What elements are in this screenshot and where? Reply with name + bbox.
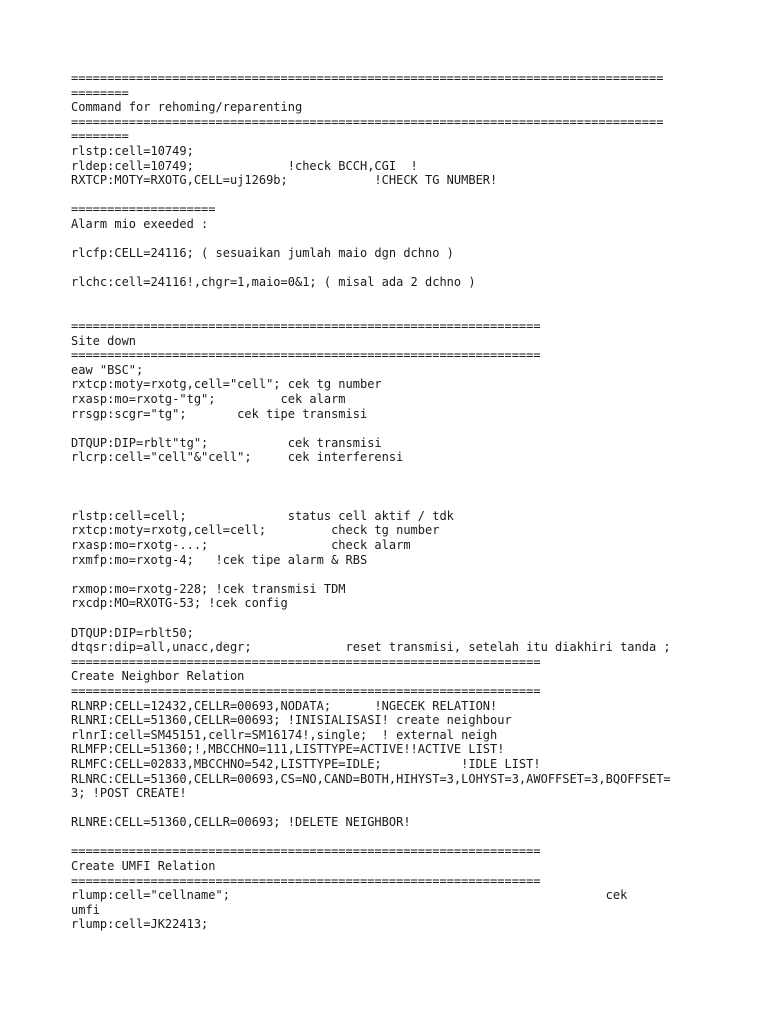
text-line: ================================================================= [71,319,541,334]
text-line: rlcfp:CELL=24116; ( sesuaikan jumlah maio dgn dchno ) [71,246,454,261]
text-line: ================================================================= [71,873,541,888]
text-line [71,465,711,480]
text-line: ================================================================================== [71,114,664,129]
text-line: Command for rehoming/reparenting [71,100,303,115]
text-line: rxcdp:MO=RXOTG-53; !cek config [71,596,288,611]
text-line: dtqsr:dip=all,unacc,degr; reset transmisi, setelah itu diakhiri tanda ; [71,640,671,655]
text-line: rlstp:cell=cell; status cell aktif / tdk [71,508,454,523]
text-line: rlump:cell="cellname"; cek [71,888,628,903]
text-line: rldep:cell=10749; !check BCCH,CGI ! [71,158,418,173]
text-line [71,305,711,320]
text-line [71,611,711,626]
text-line: Alarm mio exeeded : [71,216,209,231]
text-line: RLNRC:CELL=51360,CELLR=00693,CS=NO,CAND=BOTH,HIHYST=3,LOHYST=3,AWOFFSET=3,BQOFFSET= [71,771,671,786]
text-line: Site down [71,333,137,348]
text-line: RLMFP:CELL=51360;!,MBCCHNO=111,LISTTYPE=ACTIVE!!ACTIVE LIST! [71,742,505,757]
text-line: RLNRP:CELL=12432,CELLR=00693,NODATA; !NGECEK RELATION! [71,698,498,713]
text-line: DTQUP:DIP=rblt"tg"; cek transmisi [71,435,382,450]
text-line [71,480,711,495]
text-line [71,421,711,436]
text-line: rlnrI:cell=SM45151,cellr=SM16174!,single; ! external neigh [71,727,498,742]
text-line [71,290,711,305]
text-line: RXTCP:MOTY=RXOTG,CELL=uj1269b; !CHECK TG NUMBER! [71,173,498,188]
text-line: rxasp:mo=rxotg-...; check alarm [71,538,411,552]
text-line: ================================================================= [71,654,541,669]
text-line: RLMFC:CELL=02833,MBCCHNO=542,LISTTYPE=IDLE; !IDLE LIST! [71,756,541,771]
text-line: ==================== [71,202,216,217]
text-line [71,494,711,509]
text-line: rxmop:mo=rxotg-228; !cek transmisi TDM [71,581,346,596]
text-line: RLNRE:CELL=51360,CELLR=00693; !DELETE NEIGHBOR! [71,815,411,830]
text-line [71,801,711,816]
text-line [71,830,711,845]
text-line [71,188,711,203]
text-line: Create Neighbor Relation [71,669,245,684]
text-line [71,567,711,582]
text-line: RLNRI:CELL=51360,CELLR=00693; !INISIALISASI! create neighbour [71,713,512,728]
text-line: rxtcp:moty=rxotg,cell="cell"; cek tg number [71,377,382,392]
text-line: rxasp:mo=rxotg-"tg"; cek alarm [71,392,346,407]
text-line: umfi [71,902,100,917]
text-line: rlump:cell=JK22413; [71,917,209,932]
text-line: 3; !POST CREATE! [71,786,187,801]
text-line: ================================================================= [71,683,541,698]
text-line: rlstp:cell=10749; [71,143,194,158]
text-line: rlcrp:cell="cell"&"cell"; cek interferensi [71,450,404,465]
text-line: rxmfp:mo=rxotg-4; !cek tipe alarm & RBS [71,552,368,567]
text-line: ================================================================================== [71,71,664,85]
text-line [71,232,711,247]
document-text [71,71,711,932]
text-line: ================================================================= [71,844,541,859]
text-line: ======== [71,129,129,144]
text-line: ======== [71,85,129,100]
text-line: Create UMFI Relation [71,859,216,874]
text-line: ================================================================= [71,348,541,363]
text-line: rrsgp:scgr="tg"; cek tipe transmisi [71,406,368,421]
text-line [71,261,711,276]
text-line: DTQUP:DIP=rblt50; [71,625,194,640]
text-line: rlchc:cell=24116!,chgr=1,maio=0&1; ( misal ada 2 dchno ) [71,275,476,290]
text-line: eaw "BSC"; [71,362,144,377]
text-line: rxtcp:moty=rxotg,cell=cell; check tg number [71,523,440,538]
